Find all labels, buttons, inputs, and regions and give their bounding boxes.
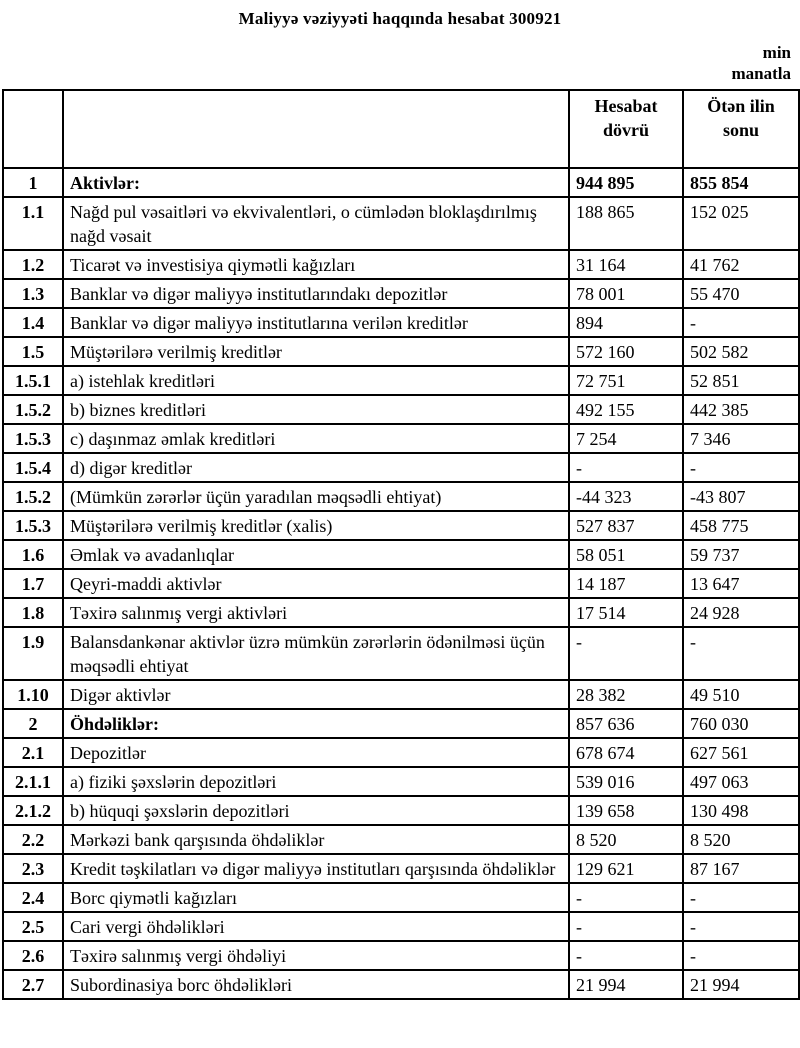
value-previous-year: 855 854	[683, 168, 799, 197]
header-description	[63, 90, 569, 168]
row-number: 1.5.2	[3, 482, 63, 511]
table-row	[3, 627, 799, 680]
value-previous-year: 13 647	[683, 569, 799, 598]
row-number: 1.10	[3, 680, 63, 709]
row-number: 1	[3, 168, 63, 197]
table-row	[3, 883, 799, 912]
row-label: Nağd pul vəsaitləri və ekvivalentləri, o cümlədən bloklaşdırılmış nağd vəsait	[63, 197, 569, 250]
value-previous-year: 87 167	[683, 854, 799, 883]
value-previous-year: 59 737	[683, 540, 799, 569]
value-previous-year: 21 994	[683, 970, 799, 999]
table-row	[3, 250, 799, 279]
value-current-period: -	[569, 912, 683, 941]
table-row	[3, 970, 799, 999]
value-current-period: 188 865	[569, 197, 683, 250]
table-row	[3, 569, 799, 598]
value-current-period: 944 895	[569, 168, 683, 197]
row-label: Qeyri-maddi aktivlər	[63, 569, 569, 598]
row-number: 1.9	[3, 627, 63, 680]
row-label: Balansdankənar aktivlər üzrə mümkün zərərlərin ödənilməsi üçün məqsədli ehtiyat	[63, 627, 569, 680]
value-previous-year: -43 807	[683, 482, 799, 511]
table-row	[3, 738, 799, 767]
row-number: 1.7	[3, 569, 63, 598]
row-number: 1.5.2	[3, 395, 63, 424]
value-previous-year: 55 470	[683, 279, 799, 308]
row-number: 1.3	[3, 279, 63, 308]
value-previous-year: -	[683, 883, 799, 912]
row-number: 1.1	[3, 197, 63, 250]
table-header-row	[3, 90, 799, 168]
row-number: 1.5.3	[3, 511, 63, 540]
value-current-period: 72 751	[569, 366, 683, 395]
table-row	[3, 395, 799, 424]
value-current-period: 28 382	[569, 680, 683, 709]
value-previous-year: -	[683, 308, 799, 337]
row-label: Müştərilərə verilmiş kreditlər (xalis)	[63, 511, 569, 540]
header-current-period: Hesabat dövrü	[569, 90, 683, 168]
row-label: b) biznes kreditləri	[63, 395, 569, 424]
row-label: Öhdəliklər:	[63, 709, 569, 738]
row-number: 2	[3, 709, 63, 738]
row-number: 2.1.1	[3, 767, 63, 796]
row-label: Ticarət və investisiya qiymətli kağızları	[63, 250, 569, 279]
table-row	[3, 337, 799, 366]
table-row	[3, 511, 799, 540]
row-number: 1.5.4	[3, 453, 63, 482]
row-number: 1.2	[3, 250, 63, 279]
unit-note-line1: min	[762, 43, 791, 62]
value-previous-year: -	[683, 627, 799, 680]
table-row	[3, 279, 799, 308]
row-number: 1.5	[3, 337, 63, 366]
value-previous-year: 760 030	[683, 709, 799, 738]
value-current-period: 678 674	[569, 738, 683, 767]
table-row	[3, 540, 799, 569]
value-current-period: 139 658	[569, 796, 683, 825]
table-row	[3, 912, 799, 941]
value-current-period: -44 323	[569, 482, 683, 511]
row-number: 2.7	[3, 970, 63, 999]
table-row	[3, 366, 799, 395]
table-row	[3, 308, 799, 337]
value-previous-year: 130 498	[683, 796, 799, 825]
table-row	[3, 825, 799, 854]
value-current-period: -	[569, 627, 683, 680]
table-row	[3, 598, 799, 627]
value-previous-year: 627 561	[683, 738, 799, 767]
row-number: 2.4	[3, 883, 63, 912]
row-label: Digər aktivlər	[63, 680, 569, 709]
row-label: Borc qiymətli kağızları	[63, 883, 569, 912]
header-previous-year-end: Ötən ilin sonu	[683, 90, 799, 168]
row-label: Təxirə salınmış vergi öhdəliyi	[63, 941, 569, 970]
value-current-period: 129 621	[569, 854, 683, 883]
value-current-period: -	[569, 941, 683, 970]
value-current-period: 58 051	[569, 540, 683, 569]
row-number: 2.1	[3, 738, 63, 767]
row-label: Banklar və digər maliyyə institutlarına verilən kreditlər	[63, 308, 569, 337]
value-current-period: -	[569, 453, 683, 482]
row-label: Müştərilərə verilmiş kreditlər	[63, 337, 569, 366]
row-number: 2.3	[3, 854, 63, 883]
value-current-period: 14 187	[569, 569, 683, 598]
value-current-period: 572 160	[569, 337, 683, 366]
value-current-period: 492 155	[569, 395, 683, 424]
row-label: Əmlak və avadanlıqlar	[63, 540, 569, 569]
row-label: Banklar və digər maliyyə institutlarındakı depozitlər	[63, 279, 569, 308]
table-row	[3, 709, 799, 738]
table-row	[3, 854, 799, 883]
value-previous-year: 8 520	[683, 825, 799, 854]
value-current-period: 7 254	[569, 424, 683, 453]
row-label: Mərkəzi bank qarşısında öhdəliklər	[63, 825, 569, 854]
row-label: Kredit təşkilatları və digər maliyyə institutları qarşısında öhdəliklər	[63, 854, 569, 883]
value-previous-year: 49 510	[683, 680, 799, 709]
row-number: 2.2	[3, 825, 63, 854]
row-label: Subordinasiya borc öhdəlikləri	[63, 970, 569, 999]
row-label: Aktivlər:	[63, 168, 569, 197]
row-label: Cari vergi öhdəlikləri	[63, 912, 569, 941]
financial-position-table	[2, 89, 800, 1000]
value-current-period: 894	[569, 308, 683, 337]
value-current-period: -	[569, 883, 683, 912]
table-row	[3, 796, 799, 825]
value-current-period: 527 837	[569, 511, 683, 540]
unit-note-line2: manatla	[731, 64, 791, 83]
row-number: 2.6	[3, 941, 63, 970]
row-number: 1.5.1	[3, 366, 63, 395]
value-previous-year: 41 762	[683, 250, 799, 279]
row-label: (Mümkün zərərlər üçün yaradılan məqsədli ehtiyat)	[63, 482, 569, 511]
value-current-period: 21 994	[569, 970, 683, 999]
row-label: Depozitlər	[63, 738, 569, 767]
value-current-period: 8 520	[569, 825, 683, 854]
value-previous-year: 442 385	[683, 395, 799, 424]
value-previous-year: 7 346	[683, 424, 799, 453]
value-previous-year: -	[683, 912, 799, 941]
row-number: 1.5.3	[3, 424, 63, 453]
value-current-period: 31 164	[569, 250, 683, 279]
value-previous-year: 497 063	[683, 767, 799, 796]
row-label: a) fiziki şəxslərin depozitləri	[63, 767, 569, 796]
value-current-period: 539 016	[569, 767, 683, 796]
row-label: d) digər kreditlər	[63, 453, 569, 482]
value-previous-year: -	[683, 941, 799, 970]
table-row	[3, 941, 799, 970]
table-row	[3, 680, 799, 709]
row-number: 2.5	[3, 912, 63, 941]
value-previous-year: -	[683, 453, 799, 482]
row-number: 1.6	[3, 540, 63, 569]
table-row	[3, 197, 799, 250]
table-row	[3, 482, 799, 511]
value-current-period: 78 001	[569, 279, 683, 308]
value-previous-year: 24 928	[683, 598, 799, 627]
value-previous-year: 502 582	[683, 337, 799, 366]
row-label: b) hüquqi şəxslərin depozitləri	[63, 796, 569, 825]
header-row-number	[3, 90, 63, 168]
row-number: 1.8	[3, 598, 63, 627]
table-row	[3, 424, 799, 453]
row-number: 2.1.2	[3, 796, 63, 825]
unit-note	[0, 42, 800, 84]
row-label: Təxirə salınmış vergi aktivləri	[63, 598, 569, 627]
value-previous-year: 152 025	[683, 197, 799, 250]
table-row	[3, 767, 799, 796]
row-number: 1.4	[3, 308, 63, 337]
table-row	[3, 453, 799, 482]
value-previous-year: 52 851	[683, 366, 799, 395]
row-label: a) istehlak kreditləri	[63, 366, 569, 395]
value-current-period: 17 514	[569, 598, 683, 627]
value-current-period: 857 636	[569, 709, 683, 738]
row-label: c) daşınmaz əmlak kreditləri	[63, 424, 569, 453]
table-row	[3, 168, 799, 197]
value-previous-year: 458 775	[683, 511, 799, 540]
report-title: Maliyyə vəziyyəti haqqında hesabat 300921	[238, 9, 562, 28]
